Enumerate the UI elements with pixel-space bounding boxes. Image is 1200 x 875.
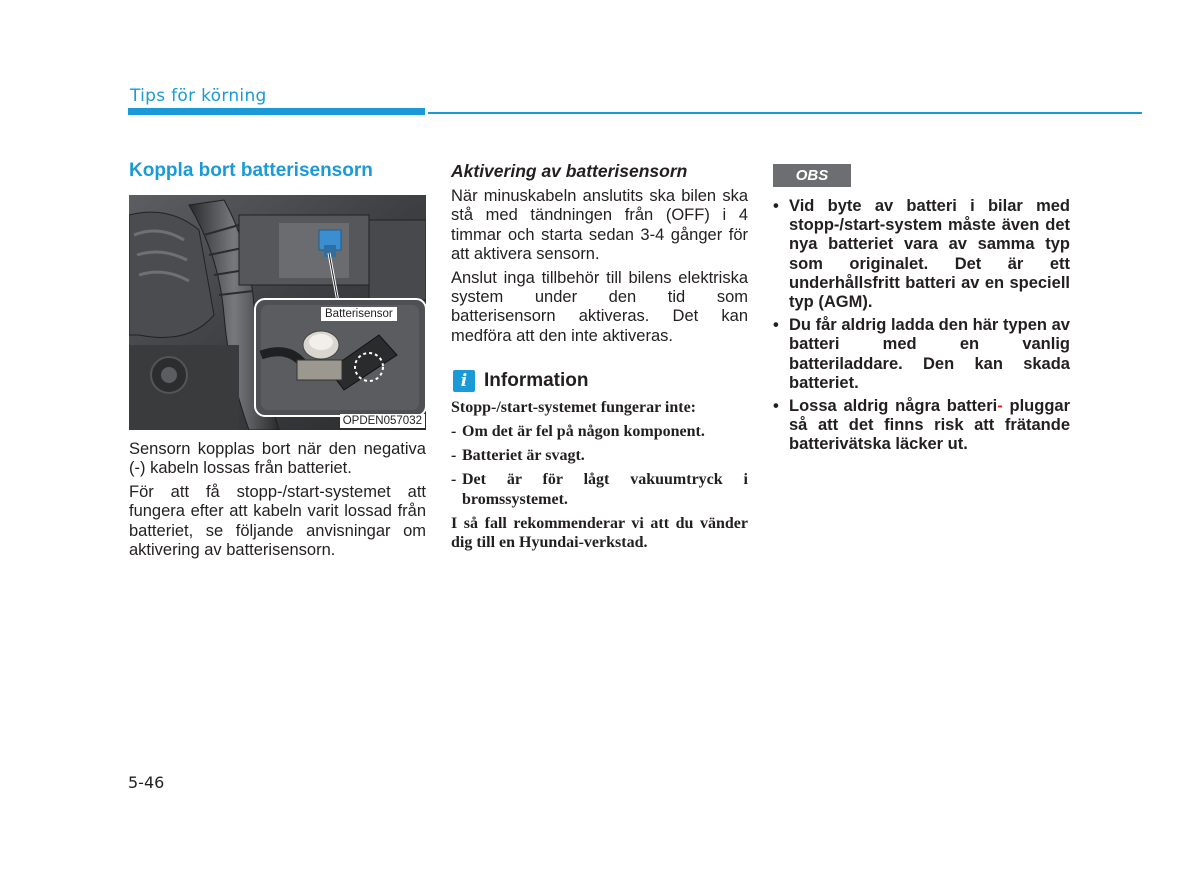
text-part: Lossa aldrig några batteri (789, 397, 998, 416)
list-item-text (789, 397, 1070, 455)
list-item (773, 316, 1070, 393)
heading-disconnect-sensor: Koppla bort batterisensorn (129, 160, 373, 181)
information-body (451, 398, 748, 557)
information-intro: Stopp-/start-systemet fungerar inte: (451, 399, 696, 416)
info-icon: i (453, 370, 475, 392)
engine-bay-figure (129, 195, 426, 430)
callout-label: Batterisensor (321, 307, 397, 321)
dash-marker: - (451, 447, 457, 464)
obs-badge: OBS (773, 164, 851, 187)
dash-marker: - (451, 423, 457, 440)
information-closing: I så fall rekommenderar vi att du vänder dig till en Hyundai-verkstad. (451, 514, 748, 551)
list-item (773, 197, 1070, 312)
information-header (453, 369, 589, 393)
bullet-marker: • (773, 397, 779, 416)
left-body (129, 440, 426, 564)
figure-code: OPDEN057032 (340, 414, 425, 428)
list-item-text: Det är för lågt vakuumtryck i bromssystemet. (462, 471, 748, 508)
heading-activation: Aktivering av batterisensorn (451, 161, 688, 181)
bullet-marker: • (773, 316, 779, 335)
list-item (773, 397, 1070, 455)
red-hyphen: - (997, 397, 1003, 416)
list-item-text: Vid byte av batteri i bilar med stopp-/start-system måste även det nya batteriet vara av samma typ som originalet. Det är ett underhållsfritt batteri av en speciell typ (AGM). (789, 197, 1070, 312)
paragraph: Sensorn kopplas bort när den negativa (-) kabeln lossas från batteriet. (129, 440, 426, 478)
paragraph: Anslut inga tillbehör till bilens elektriska system under den tid som batterisensorn aktiveras. Det kan medföra att den inte aktiveras. (451, 268, 748, 345)
dash-marker: - (451, 471, 457, 488)
list-item-text: Om det är fel på någon komponent. (462, 423, 705, 440)
information-title: Information (484, 370, 589, 391)
page-number: 5-46 (128, 773, 165, 792)
list-item (451, 470, 748, 509)
text-part: pluggar så att det finns risk att frätande batterivätska läcker ut. (789, 397, 1070, 454)
header-rule-thick (128, 108, 425, 115)
list-item (451, 446, 748, 466)
obs-list (773, 197, 1070, 459)
list-item (451, 422, 748, 442)
list-item-text: Du får aldrig ladda den här typen av batteri med en vanlig batteriladdare. Den kan skada batteriet. (789, 316, 1070, 392)
list-item-text: Batteriet är svagt. (462, 447, 585, 464)
section-title: Tips för körning (130, 86, 267, 106)
middle-body (451, 187, 748, 350)
bullet-marker: • (773, 197, 779, 215)
paragraph: För att få stopp-/start-systemet att fungera efter att kabeln varit lossad från batteriet, se följande anvisningar om aktivering av batterisensorn. (129, 482, 426, 560)
paragraph: När minuskabeln anslutits ska bilen ska stå med tändningen från (OFF) i 4 timmar och starta sedan 3-4 gånger för att aktivera sensorn. (451, 187, 748, 264)
header-rule-thin (428, 112, 1142, 114)
